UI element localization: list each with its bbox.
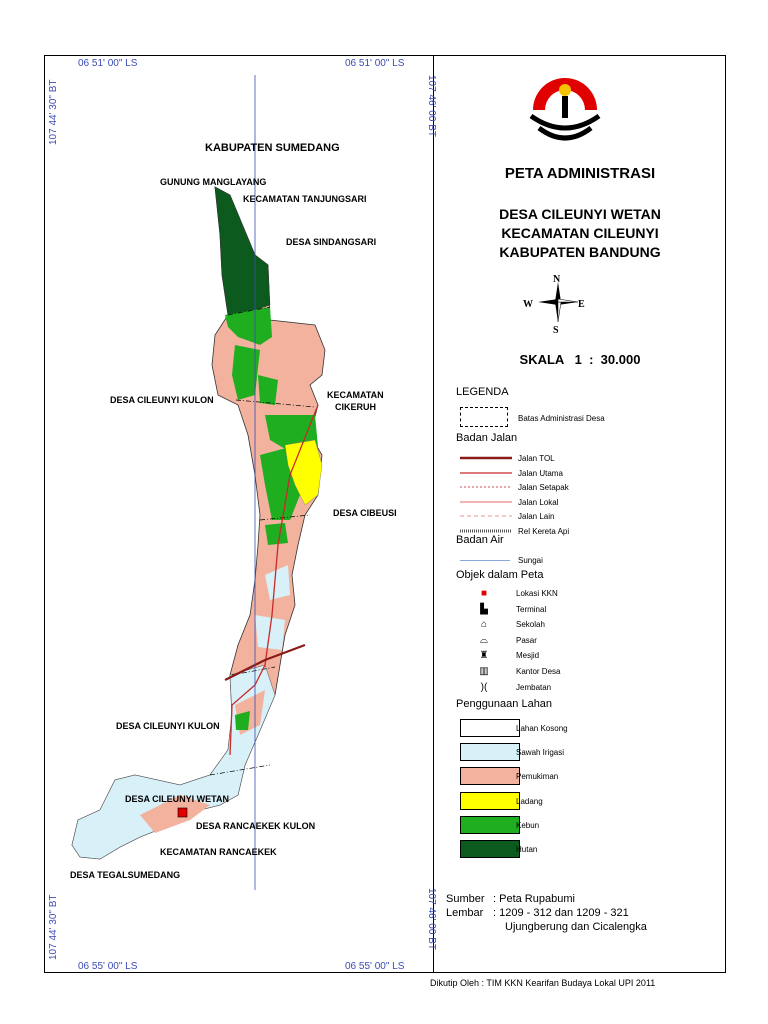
label-sindangsari: DESA SINDANGSARI xyxy=(286,237,377,247)
legend-heading: LEGENDA xyxy=(456,386,509,398)
university-logo xyxy=(525,78,605,148)
legend-badan-air: Badan Air xyxy=(456,534,504,546)
legend-object-label: Terminal xyxy=(516,604,547,614)
coord-right-top: 107 46' 00 BT xyxy=(426,75,437,137)
coord-bottom-right: 06 55' 00" LS xyxy=(345,961,405,972)
map-subtitle-3: KABUPATEN BANDUNG xyxy=(499,244,661,260)
label-sumedang: KABUPATEN SUMEDANG xyxy=(205,142,340,154)
label-cileunyi-wetan: DESA CILEUNYI WETAN xyxy=(125,794,230,804)
source-label: Sumber xyxy=(446,893,485,905)
legend-object-symbol-icon: ⌓ xyxy=(480,634,488,646)
coord-left-bottom: 107 44' 30" BT xyxy=(48,894,59,960)
map-scale: SKALA 1 : 30.000 xyxy=(519,352,641,367)
compass-n: N xyxy=(553,274,561,285)
legend-road-line xyxy=(460,469,512,477)
legend-object-label: Pasar xyxy=(516,635,537,645)
legend-road-label: Rel Kereta Api xyxy=(518,526,570,536)
legend-landuse-swatch xyxy=(460,767,520,785)
legend-object-label: Lokasi KKN xyxy=(516,589,558,598)
label-cibeusi: DESA CIBEUSI xyxy=(333,508,397,518)
compass-s: S xyxy=(553,325,559,336)
coord-bottom-left: 06 55' 00" LS xyxy=(78,961,138,972)
legend-landuse-swatch xyxy=(460,719,520,737)
legend-object-label: Sekolah xyxy=(516,620,545,630)
legend-sungai-label: Sungai xyxy=(518,556,543,565)
legend-road-label: Jalan TOL xyxy=(518,454,555,463)
compass-w: W xyxy=(523,299,533,310)
map-region-outline xyxy=(72,187,325,859)
legend-object-label: Jembatan xyxy=(516,682,552,692)
legend-landuse-label: Hutan xyxy=(516,845,538,854)
legend-object-label: Mesjid xyxy=(516,651,540,661)
label-cikeruh-1: KECAMATAN xyxy=(327,390,384,400)
label-rancaekek-kulon: DESA RANCAEKEK KULON xyxy=(196,821,316,831)
legend-landuse-label: Ladang xyxy=(516,796,543,806)
legend-landuse-swatch xyxy=(460,816,520,834)
coord-top-right: 06 51' 00" LS xyxy=(345,58,405,69)
legend-road-line xyxy=(460,454,512,462)
legend-road-line xyxy=(460,498,512,506)
map-title: PETA ADMINISTRASI xyxy=(504,165,656,182)
sheet-value: : 1209 - 312 dan 1209 - 321 xyxy=(493,907,629,919)
label-cileunyi-kulon-1: DESA CILEUNYI KULON xyxy=(110,395,214,405)
legend-object-label: Kantor Desa xyxy=(516,667,561,676)
sheet-value-2: Ujungberung dan Cicalengka xyxy=(505,921,647,933)
legend-landuse-label: Lahan Kosong xyxy=(516,724,568,733)
legend-object-symbol-icon: ▙ xyxy=(480,603,488,615)
map-kkn-marker xyxy=(178,808,187,817)
label-kec-rancaekek: KECAMATAN RANCAEKEK xyxy=(160,847,277,857)
legend-batas-label: Batas Administrasi Desa xyxy=(518,414,605,423)
legend-object-symbol-icon: ♜ xyxy=(479,650,489,662)
legend-road-line xyxy=(460,512,512,520)
frame-divider xyxy=(433,55,434,973)
coord-top-left: 06 51' 00" LS xyxy=(78,58,138,69)
legend-objek: Objek dalam Peta xyxy=(456,569,544,581)
compass-rose-icon xyxy=(536,280,580,324)
legend-landuse-label: Sawah Irigasi xyxy=(516,748,565,758)
map-subtitle-2: KECAMATAN CILEUNYI xyxy=(501,225,659,241)
credit-text: Dikutip Oleh : TIM KKN Kearifan Budaya Lokal UPI 2011 xyxy=(430,978,656,988)
legend-landuse-swatch xyxy=(460,743,520,761)
coord-left-top: 107 44' 30" BT xyxy=(48,79,59,145)
source-value: : Peta Rupabumi xyxy=(493,893,575,905)
legend-landuse-label: Kebun xyxy=(516,820,540,830)
legend-road-label: Jalan Lain xyxy=(518,512,555,521)
label-cileunyi-kulon-2: DESA CILEUNYI KULON xyxy=(116,721,220,731)
legend-object-symbol-icon: )( xyxy=(480,681,488,693)
legend-road-label: Jalan Setapak xyxy=(518,483,569,492)
legend-river-line xyxy=(460,560,510,561)
legend-object-symbol-icon: ■ xyxy=(480,588,488,599)
legend-landuse-swatch xyxy=(460,840,520,858)
legend-object-symbol-icon: ⌂ xyxy=(480,619,488,631)
label-tegalsumedang: DESA TEGALSUMEDANG xyxy=(70,870,181,880)
legend-penggunaan: Penggunaan Lahan xyxy=(456,698,553,710)
legend-road-label: Jalan Utama xyxy=(518,468,563,478)
legend-road-line xyxy=(460,483,512,491)
legend-landuse-swatch xyxy=(460,792,520,810)
legend-object-symbol-icon: ▥ xyxy=(479,666,489,677)
map-kebun-3 xyxy=(258,375,278,405)
map-subtitle-1: DESA CILEUNYI WETAN xyxy=(499,206,661,222)
map-kebun-6 xyxy=(265,523,288,545)
label-tanjungsari: KECAMATAN TANJUNGSARI xyxy=(243,194,367,204)
legend-landuse-label: Pemukiman xyxy=(516,772,559,782)
label-manglayang: GUNUNG MANGLAYANG xyxy=(160,177,267,187)
coord-right-bottom: 107 46' 00 BT xyxy=(426,888,437,950)
legend-boundary-swatch xyxy=(460,407,508,427)
label-cikeruh-2: CIKERUH xyxy=(335,402,377,412)
compass-e: E xyxy=(578,299,585,310)
legend-road-label: Jalan Lokal xyxy=(518,497,559,507)
legend-badan-jalan: Badan Jalan xyxy=(456,432,518,444)
sheet-label: Lembar xyxy=(446,907,484,919)
map-hutan xyxy=(215,187,270,315)
